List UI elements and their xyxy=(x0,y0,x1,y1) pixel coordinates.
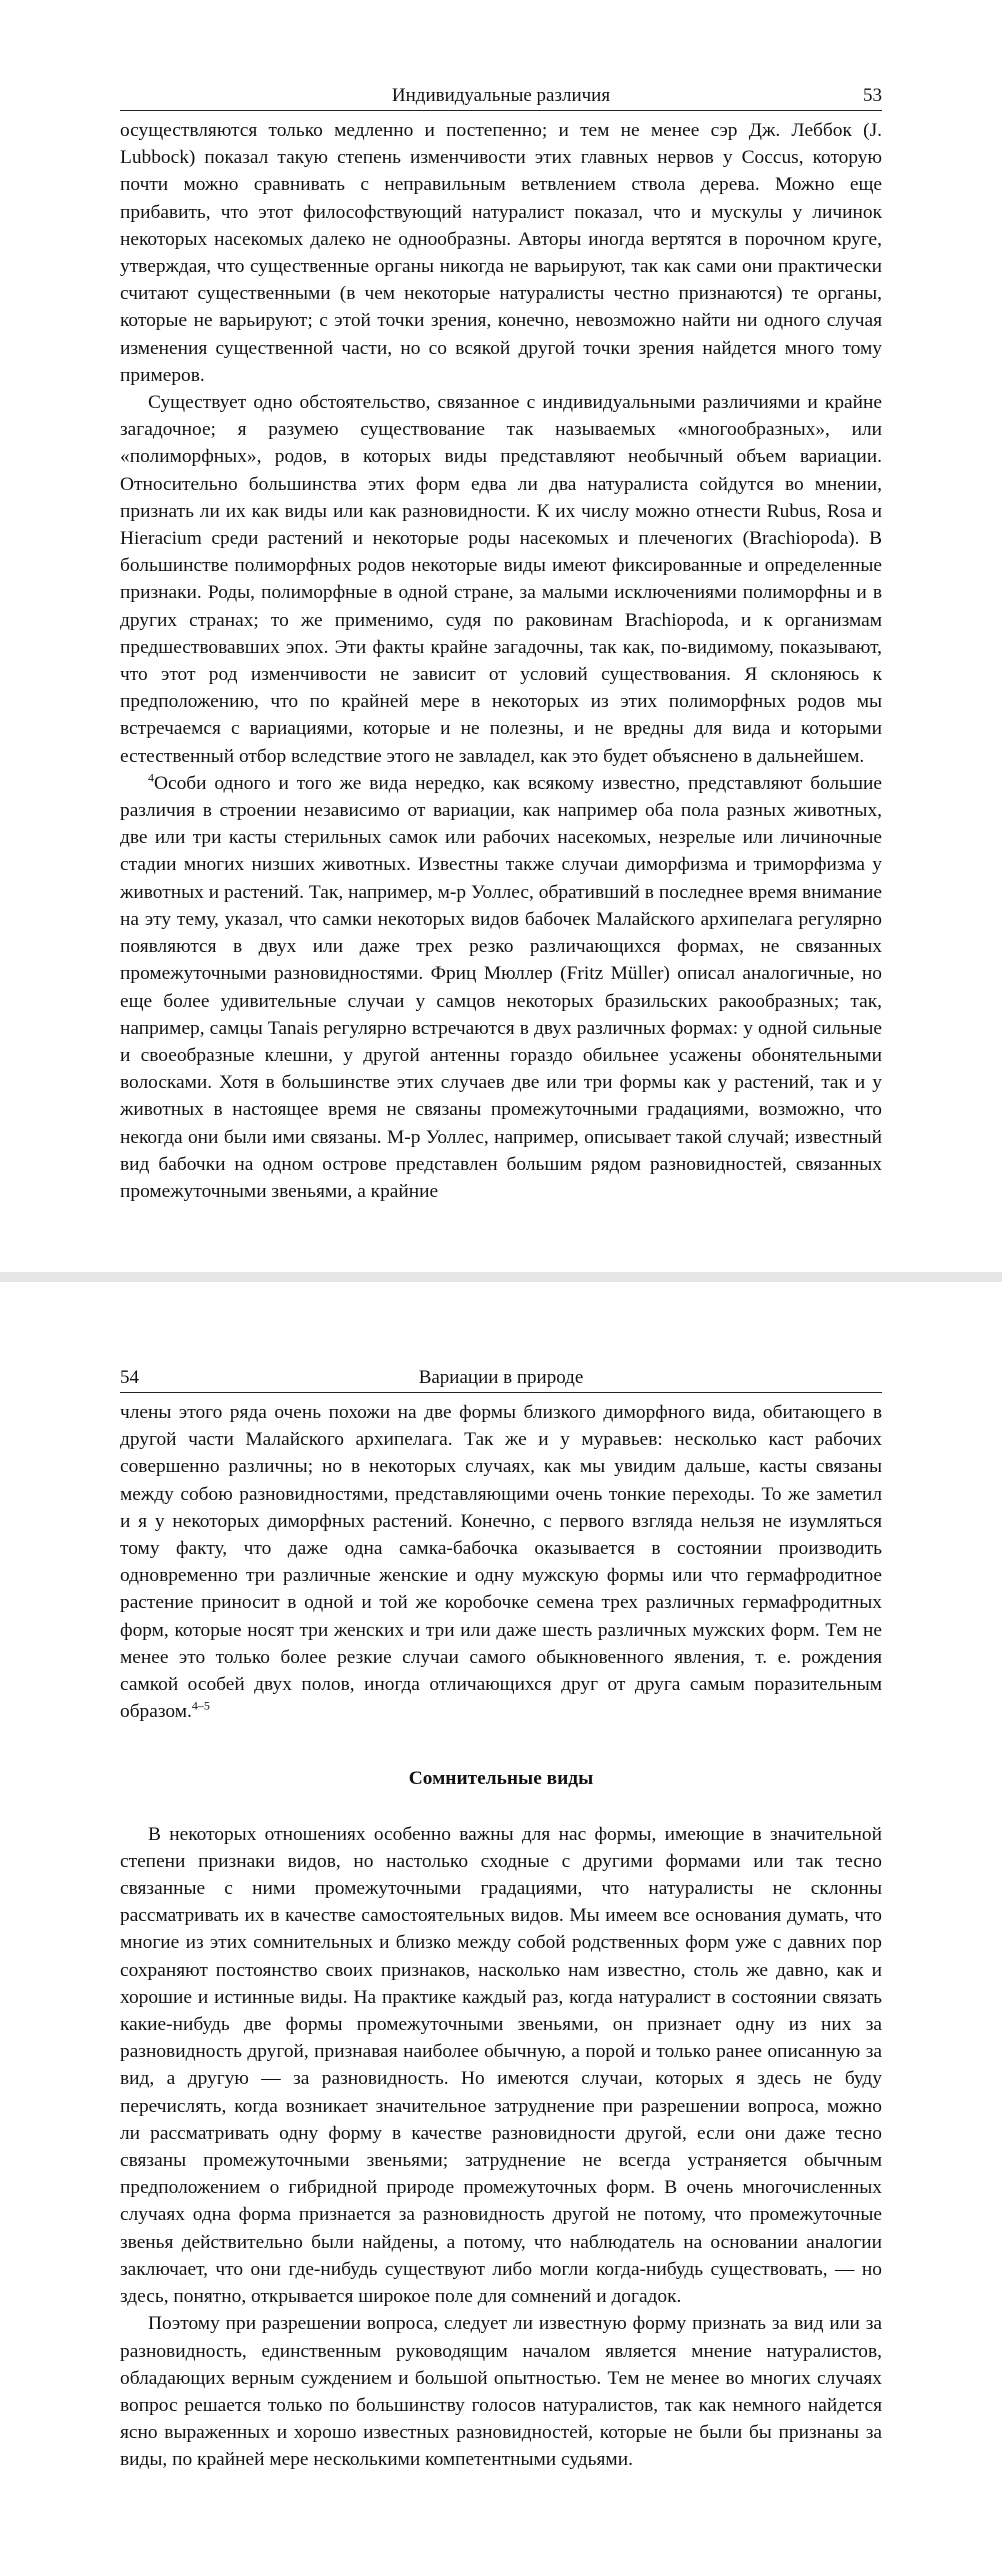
running-header xyxy=(120,82,882,111)
paragraph: Существует одно обстоятельство, связанное с индивидуальными различиями и крайне загадочное; я разумею существование так называемых «многообразных», или «полиморфных», родов, в которых виды представляют необычный объем вариации. Относительно большинства этих форм едва ли два натуралиста сойдутся во мнении, признать ли их как виды или как разновидности. К их числу можно отнести Rubus, Rosa и Hieracium среди растений и некоторые роды насекомых и плеченогих (Brachiopoda). В большинстве полиморфных родов некоторые виды имеют фиксированные и определенные признаки. Роды, полиморфные в одной стране, за малыми исключениями полиморфны и в других странах; то же применимо, судя по раковинам Brachiopoda, и к организмам предшествовавших эпох. Эти факты крайне загадочны, так как, по-видимому, показывают, что этот род изменчивости не зависит от условий существования. Я склоняюсь к предположению, что по крайней мере в некоторых из этих полиморфных родов мы встречаемся с вариациями, которые и не полезны, и не вредны для вида и которыми естественный отбор вследствие этого не завладел, как это будет объяснено в дальнейшем. xyxy=(120,392,882,767)
page-54-content xyxy=(120,1364,882,2474)
paragraph xyxy=(120,1399,882,1725)
paragraph xyxy=(120,770,882,1205)
page-number: 54 xyxy=(120,1367,139,1388)
body-text xyxy=(120,117,882,1205)
footnote-marker: 4 xyxy=(148,770,154,785)
page-53 xyxy=(0,0,1002,1272)
body-text xyxy=(120,1399,882,2474)
footnote-marker: 4–5 xyxy=(191,1698,210,1713)
page-divider xyxy=(0,1272,1002,1282)
running-header xyxy=(120,1364,882,1393)
page-number: 53 xyxy=(863,85,882,106)
running-title: Вариации в природе xyxy=(418,1367,584,1388)
paragraph-text: члены этого ряда очень похожи на две формы близкого диморфного вида, обитающего в другой части Малайского архипелага. Так же и у муравьев: несколько каст рабочих совершенно различны; но в некоторых случаях, как мы увидим дальше, касты связаны между собою разновидностями, представляющими очень тонкие переходы. То же заметил и я у некоторых диморфных растений. Конечно, с первого взгляда нельзя не изумляться тому факту, что даже одна самка-бабочка оказывается в состоянии производить одновременно три различные женские и одну мужскую формы или что гермафродитное растение приносит в одной и той же коробочке семена трех различных гермафродитных форм, которые носят три женских и три или даже шесть различных мужских форм. Тем не менее это только более резкие случаи самого обыкновенного явления, т. е. рождения самкой особей двух полов, иногда отличающихся друг от друга самым поразительным образом. xyxy=(120,1402,882,1723)
page-53-content xyxy=(120,82,882,1205)
paragraph: осуществляются только медленно и постепенно; и тем не менее сэр Дж. Леббок (J. Lubbock) показал такую степень изменчивости этих главных нервов у Coccus, которую почти можно сравнивать с неправильным ветвлением ствола дерева. Можно еще прибавить, что этот философствующий натуралист показал, что и мускулы у личинок некоторых насекомых далеко не однообразны. Авторы иногда вертятся в порочном круге, утверждая, что существенные органы никогда не варьируют, так как сами они практически считают существенными (в чем некоторые натуралисты честно признаются) те органы, которые не варьируют; с этой точки зрения, конечно, невозможно найти ни одного случая изменения существенной части, но со всякой другой точки зрения найдется много тому примеров. xyxy=(120,120,882,386)
paragraph-text: Особи одного и того же вида нередко, как всякому известно, представляют большие различия в строении независимо от вариации, как например оба пола разных животных, две или три касты стерильных самок или рабочих насекомых, незрелые или личиночные стадии многих низших животных. Известны также случаи диморфизма и триморфизма у животных и растений. Так, например, м-р Уоллес, обративший в последнее время внимание на эту тему, указал, что самки некоторых видов бабочек Малайского архипелага регулярно появляются в двух или даже трех резко различающихся формах, не связанных промежуточными разновидностями. Фриц Мюллер (Fritz Müller) описал аналогичные, но еще более удивительные случаи у самцов некоторых бразильских ракообразных; так, например, самцы Tanais регулярно встречаются в двух различных формах: у одной сильные и своеобразные клешни, у другой антенны гораздо обильнее усажены обонятельными волосками. Хотя в большинстве этих случаев две или три формы как у растений, так и у животных в настоящее время не связаны промежуточными градациями, возможно, что некогда они были ими связаны. М-р Уоллес, например, описывает такой случай; известный вид бабочки на одном острове представлен большим рядом разновидностей, связанных промежуточными звеньями, а крайние xyxy=(120,772,882,1202)
page-54 xyxy=(0,1282,1002,2554)
section-heading: Сомнительные виды xyxy=(408,1768,594,1790)
running-title: Индивидуальные различия xyxy=(391,85,611,106)
paragraph: Поэтому при разрешении вопроса, следует ли известную форму признать за вид или за разновидность, единственным руководящим началом является мнение натуралистов, обладающих верным суждением и большой опытностью. Тем не менее во многих случаях вопрос решается только по большинству голосов натуралистов, так как немного найдется ясно выраженных и хорошо известных разновидностей, которые не были бы признаны за виды, по крайней мере несколькими компетентными судьями. xyxy=(120,2313,882,2471)
paragraph: В некоторых отношениях особенно важны для нас формы, имеющие в значительной степени признаки видов, но настолько сходные с другими формами или так тесно связанные с ними промежуточными градациями, что натуралисты не склонны рассматривать их в качестве самостоятельных видов. Мы имеем все основания думать, что многие из этих сомнительных и близко между собой родственных форм уже с давних пор сохраняют постоянство своих признаков, насколько нам известно, столь же давно, как и хорошие и истинные виды. На практике каждый раз, когда натуралист в состоянии связать какие-нибудь две формы промежуточными звеньями, он признает одну из них за разновидность другой, признавая наиболее обычную, а порой и только ранее описанную за вид, а другую — за разновидность. Но имеются случаи, которых я здесь не буду перечислять, когда возникает значительное затруднение при разрешении вопроса, можно ли рассматривать одну форму в качестве разновидности другой, если они даже тесно связаны промежуточными звеньями; затруднение не всегда устраняется обычным предположением о гибридной природе промежуточных форм. В очень многочисленных случаях одна форма признается за разновидность другой не потому, что промежуточные звенья действительно были найдены, а потому, что наблюдатель на основании аналогии заключает, что они где-нибудь существуют либо могли когда-нибудь существовать, — но здесь, понятно, открывается широкое поле для сомнений и догадок. xyxy=(120,1823,882,2308)
